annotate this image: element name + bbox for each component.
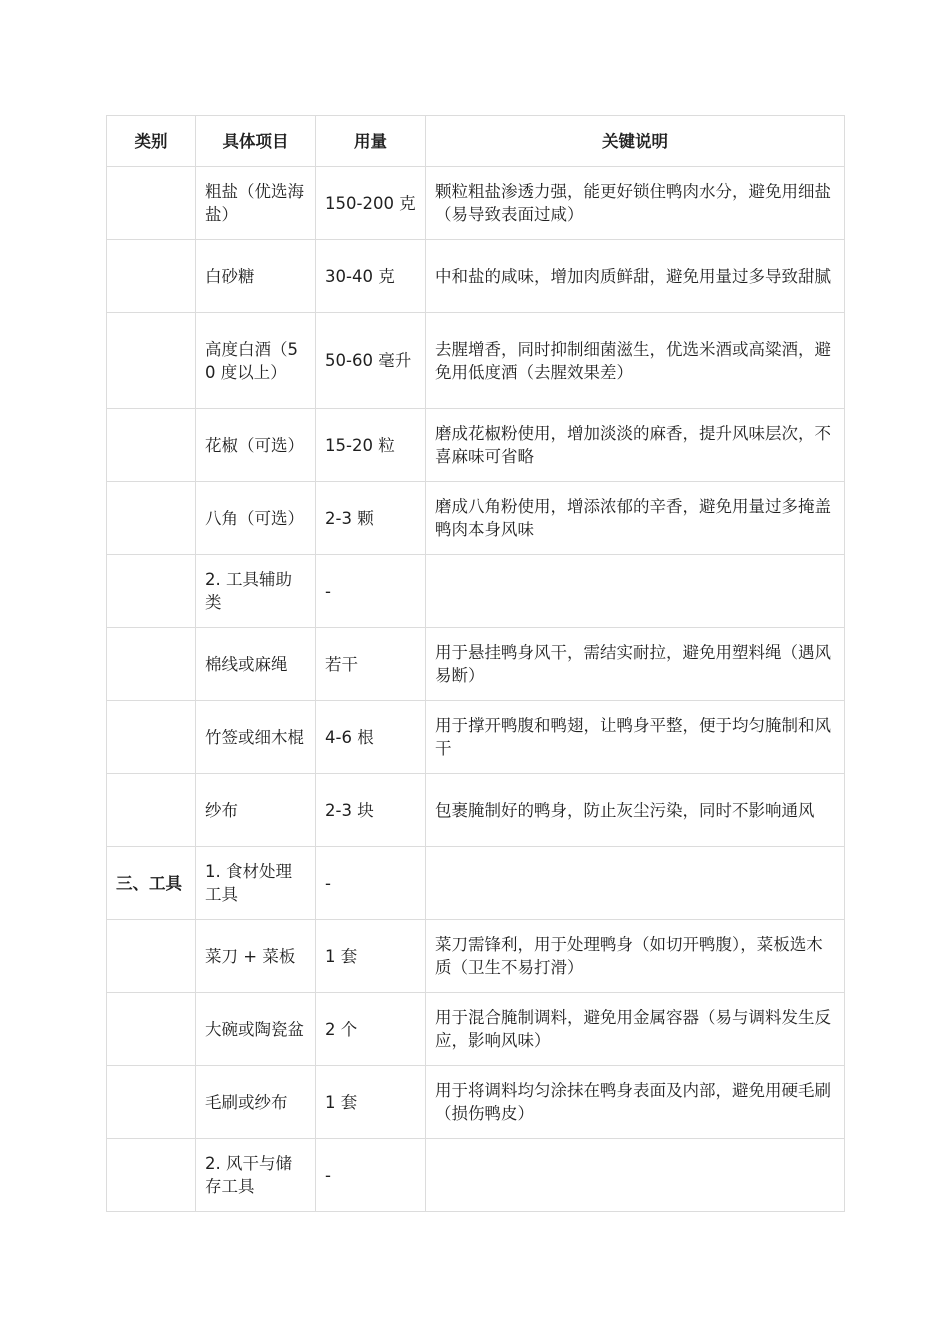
category-cell [107, 313, 196, 409]
category-cell [107, 1066, 196, 1139]
table-row [107, 313, 845, 409]
note-cell: 包裹腌制好的鸭身，防止灰尘污染，同时不影响通风 [426, 774, 845, 847]
item-cell: 2. 工具辅助类 [196, 555, 316, 628]
note-cell: 用于悬挂鸭身风干，需结实耐拉，避免用塑料绳（遇风易断） [426, 628, 845, 701]
category-cell [107, 555, 196, 628]
amount-cell: 2-3 块 [316, 774, 426, 847]
note-cell: 用于撑开鸭腹和鸭翅，让鸭身平整，便于均匀腌制和风干 [426, 701, 845, 774]
table-row [107, 628, 845, 701]
item-cell: 菜刀 + 菜板 [196, 920, 316, 993]
note-cell: 中和盐的咸味，增加肉质鲜甜，避免用量过多导致甜腻 [426, 240, 845, 313]
item-cell: 纱布 [196, 774, 316, 847]
note-cell [426, 555, 845, 628]
table-row [107, 847, 845, 920]
category-cell [107, 482, 196, 555]
amount-cell: 2 个 [316, 993, 426, 1066]
note-cell: 用于将调料均匀涂抹在鸭身表面及内部，避免用硬毛刷（损伤鸭皮） [426, 1066, 845, 1139]
amount-cell: 150-200 克 [316, 167, 426, 240]
header-amount: 用量 [316, 116, 426, 167]
table-row [107, 701, 845, 774]
note-cell: 菜刀需锋利，用于处理鸭身（如切开鸭腹），菜板选木质（卫生不易打滑） [426, 920, 845, 993]
note-cell [426, 1139, 845, 1212]
category-cell [107, 167, 196, 240]
header-category: 类别 [107, 116, 196, 167]
amount-cell: 15-20 粒 [316, 409, 426, 482]
table-row [107, 1066, 845, 1139]
category-cell [107, 774, 196, 847]
table-row [107, 920, 845, 993]
item-cell: 花椒（可选） [196, 409, 316, 482]
item-cell: 1. 食材处理工具 [196, 847, 316, 920]
table-row [107, 774, 845, 847]
note-cell: 颗粒粗盐渗透力强，能更好锁住鸭肉水分，避免用细盐（易导致表面过咸） [426, 167, 845, 240]
table-row [107, 240, 845, 313]
amount-cell: - [316, 847, 426, 920]
item-cell: 粗盐（优选海盐） [196, 167, 316, 240]
header-item: 具体项目 [196, 116, 316, 167]
category-cell [107, 240, 196, 313]
note-cell [426, 847, 845, 920]
amount-cell: 50-60 毫升 [316, 313, 426, 409]
table-row [107, 993, 845, 1066]
note-cell: 去腥增香，同时抑制细菌滋生，优选米酒或高粱酒，避免用低度酒（去腥效果差） [426, 313, 845, 409]
table-row [107, 555, 845, 628]
item-cell: 竹签或细木棍 [196, 701, 316, 774]
header-note: 关键说明 [426, 116, 845, 167]
amount-cell: 若干 [316, 628, 426, 701]
note-cell: 磨成花椒粉使用，增加淡淡的麻香，提升风味层次，不喜麻味可省略 [426, 409, 845, 482]
table-header-row [107, 116, 845, 167]
category-cell [107, 628, 196, 701]
item-cell: 白砂糖 [196, 240, 316, 313]
category-cell [107, 1139, 196, 1212]
table-row [107, 409, 845, 482]
table-row [107, 1139, 845, 1212]
materials-table [106, 115, 845, 1212]
category-cell [107, 409, 196, 482]
item-cell: 高度白酒（50 度以上） [196, 313, 316, 409]
category-cell [107, 993, 196, 1066]
item-cell: 2. 风干与储存工具 [196, 1139, 316, 1212]
note-cell: 用于混合腌制调料，避免用金属容器（易与调料发生反应，影响风味） [426, 993, 845, 1066]
amount-cell: - [316, 1139, 426, 1212]
amount-cell: 2-3 颗 [316, 482, 426, 555]
amount-cell: 1 套 [316, 920, 426, 993]
item-cell: 大碗或陶瓷盆 [196, 993, 316, 1066]
amount-cell: 1 套 [316, 1066, 426, 1139]
category-cell [107, 920, 196, 993]
amount-cell: - [316, 555, 426, 628]
table-row [107, 482, 845, 555]
amount-cell: 4-6 根 [316, 701, 426, 774]
table-row [107, 167, 845, 240]
item-cell: 八角（可选） [196, 482, 316, 555]
category-cell [107, 701, 196, 774]
amount-cell: 30-40 克 [316, 240, 426, 313]
item-cell: 毛刷或纱布 [196, 1066, 316, 1139]
note-cell: 磨成八角粉使用，增添浓郁的辛香，避免用量过多掩盖鸭肉本身风味 [426, 482, 845, 555]
category-cell: 三、工具 [107, 847, 196, 920]
item-cell: 棉线或麻绳 [196, 628, 316, 701]
